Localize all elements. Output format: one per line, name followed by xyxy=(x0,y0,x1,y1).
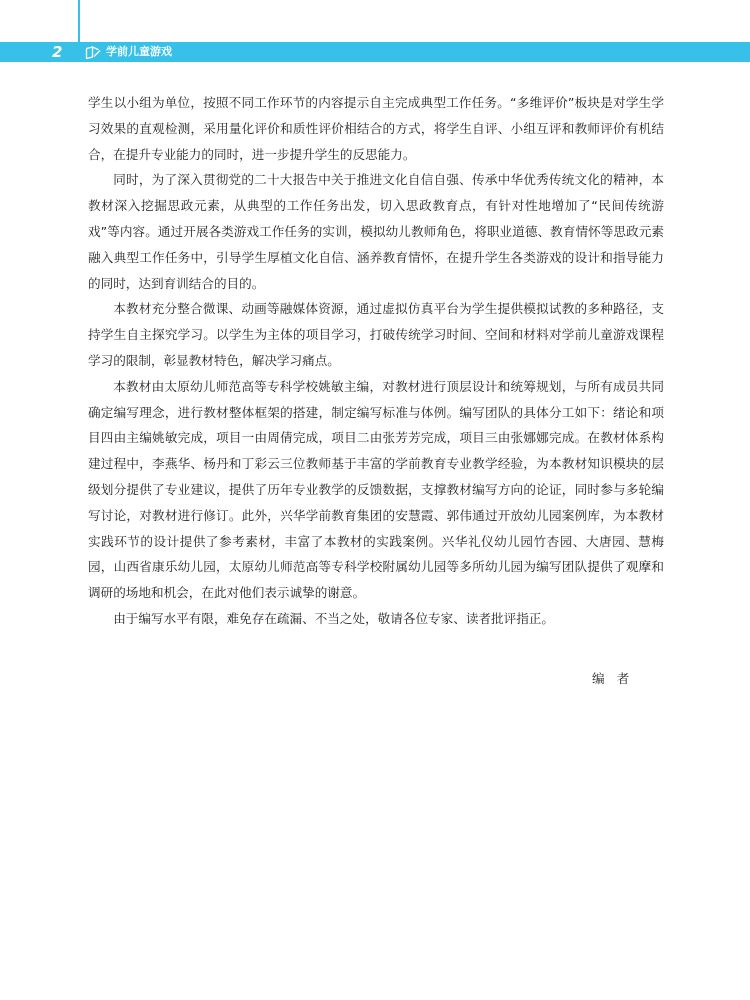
paragraph: 由于编写水平有限，难免存在疏漏、不当之处，敬请各位专家、读者批评指正。 xyxy=(113,610,554,626)
book-title: 学前儿童游戏 xyxy=(106,45,172,58)
page-number: 2 xyxy=(52,43,63,61)
body-text xyxy=(88,90,664,632)
paragraph: 本教材充分整合微课、动画等融媒体资源，通过虚拟仿真平台为学生提供模拟试教的多种路径，支持学生自主探究学习。以学生为主体的项目学习，打破传统学习时间、空间和材料对学前儿童游戏课程学习的限制，彰显教材特色，解决学习痛点。 xyxy=(88,301,664,368)
paragraph: 同时，为了深入贯彻党的二十大报告中关于推进文化自信自强、传承中华优秀传统文化的精神，本教材深入挖掘思政元素，从典型的工作任务出发，切入思政教育点，有针对性地增加了“民间传统游戏”等内容。通过开展各类游戏工作任务的实训，模拟幼儿教师角色，将职业道德、教育情怀等思政元素融入典型工作任务中，引导学生厚植文化自信、涵养教育情怀，在提升学生各类游戏的设计和指导能力的同时，达到育训结合的目的。 xyxy=(88,172,664,291)
paragraph: 本教材由太原幼儿师范高等专科学校姚敏主编，对教材进行顶层设计和统筹规划，与所有成员共同确定编写理念，进行教材整体框架的搭建，制定编写标准与体例。编写团队的具体分工如下：绪论和项目四由主编姚敏完成，项目一由周倩完成，项目二由张芳芳完成，项目三由张娜娜完成。在教材体系构建过程中，李燕华、杨丹和丁彩云三位教师基于丰富的学前教育专业教学经验，为本教材知识模块的层级划分提供了专业建议，提供了历年专业教学的反馈数据，支撑教材编写方向的论证，同时参与多轮编写讨论，对教材进行修订。此外，兴华学前教育集团的安慧霞、郭伟通过开放幼儿园案例库，为本教材实践环节的设计提供了参考素材，丰富了本教材的实践案例。兴华礼仪幼儿园竹杏园、大唐园、慧梅园，山西省康乐幼儿园，太原幼儿师范高等专科学校附属幼儿园等多所幼儿园为编写团队提供了观摩和调研的场地和机会，在此对他们表示诚挚的谢意。 xyxy=(88,378,664,601)
author-signature: 编者 xyxy=(592,671,642,686)
open-book-pencil-icon xyxy=(85,44,101,60)
paragraph: 学生以小组为单位，按照不同工作环节的内容提示自主完成典型工作任务。“多维评价”板块是对学生学习效果的直观检测，采用量化评价和质性评价相结合的方式，将学生自评、小组互评和教师评价有机结合，在提升专业能力的同时，进一步提升学生的反思能力。 xyxy=(88,95,664,162)
